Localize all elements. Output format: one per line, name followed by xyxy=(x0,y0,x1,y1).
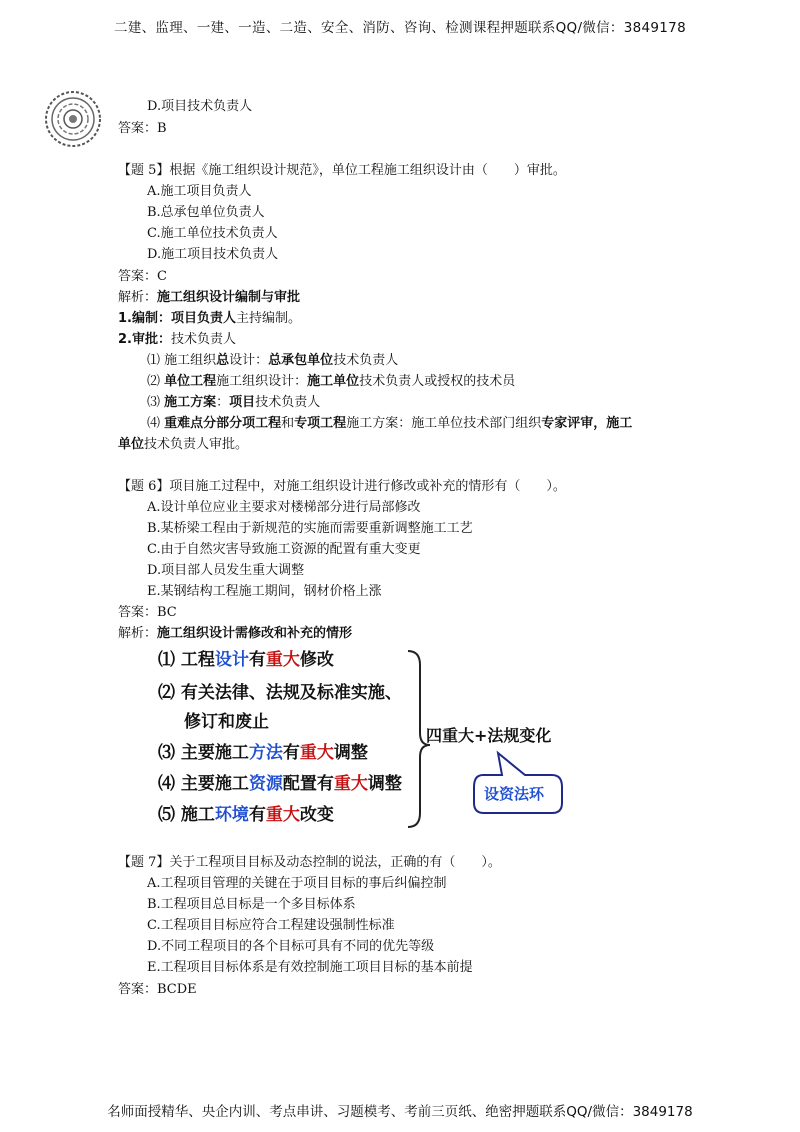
q5-sub-2: ⑵ 单位工程施工组织设计：施工单位技术负责人或授权的技术员 xyxy=(147,374,516,389)
q5-sub-1: ⑴ 施工组织总设计：总承包单位技术负责人 xyxy=(147,353,399,368)
diagram-line-2-cont: 修订和废止 xyxy=(184,712,269,732)
q6-option-d: D.项目部人员发生重大调整 xyxy=(147,563,305,578)
page-footer: 名师面授精华、央企内训、考点串讲、习题模考、考前三页纸、绝密押题联系QQ/微信：3849178 xyxy=(107,1104,693,1120)
diagram-line-3: ⑶ 主要施工方法有重大调整 xyxy=(158,743,368,763)
q5-stem: 【题 5】根据《施工组织设计规范》，单位工程施工组织设计由（ ）审批。 xyxy=(118,163,566,178)
q5-analysis: 解析：施工组织设计编制与审批 xyxy=(118,290,301,305)
q4-option-d: D.项目技术负责人 xyxy=(147,99,253,114)
diagram-line-2: ⑵ 有关法律、法规及标准实施、 xyxy=(158,683,402,703)
q6-analysis: 解析：施工组织设计需修改和补充的情形 xyxy=(118,626,353,641)
q5-option-a: A.施工项目负责人 xyxy=(147,184,252,199)
q4-answer: 答案：B xyxy=(118,121,167,136)
q7-option-c: C.工程项目目标应符合工程建设强制性标准 xyxy=(147,918,395,933)
page-header: 二建、监理、一建、一造、二造、安全、消防、咨询、检测课程押题联系QQ/微信：3849178 xyxy=(114,20,686,36)
q6-option-b: B.某桥梁工程由于新规范的实施而需要重新调整施工工艺 xyxy=(147,521,473,536)
q7-option-b: B.工程项目总目标是一个多目标体系 xyxy=(147,897,356,912)
q5-sub-4: ⑷ 重难点分部分项工程和专项工程施工方案：施工单位技术部门组织专家评审，施工 xyxy=(147,416,633,431)
q6-answer: 答案：BC xyxy=(118,605,177,620)
q5-sub-4-cont: 单位技术负责人审批。 xyxy=(118,437,249,452)
q6-option-e: E.某钢结构工程施工期间，钢材价格上涨 xyxy=(147,584,382,599)
diagram-line-1: ⑴ 工程设计有重大修改 xyxy=(158,650,334,670)
q7-option-e: E.工程项目目标体系是有效控制施工项目目标的基本前提 xyxy=(147,960,473,975)
q5-point-2: 2.审批：技术负责人 xyxy=(118,332,236,347)
speech-bubble-text: 设资法环 xyxy=(484,785,545,803)
diagram-line-4: ⑷ 主要施工资源配置有重大调整 xyxy=(158,774,402,794)
q7-option-a: A.工程项目管理的关键在于项目目标的事后纠偏控制 xyxy=(147,876,447,891)
q7-option-d: D.不同工程项目的各个目标可具有不同的优先等级 xyxy=(147,939,435,954)
q5-option-b: B.总承包单位负责人 xyxy=(147,205,265,220)
diagram-line-5: ⑸ 施工环境有重大改变 xyxy=(158,805,334,825)
q5-point-1: 1.编制：项目负责人主持编制。 xyxy=(118,311,301,326)
q6-option-c: C.由于自然灾害导致施工资源的配置有重大变更 xyxy=(147,542,421,557)
q6-stem: 【题 6】项目施工过程中，对施工组织设计进行修改或补充的情形有（ ）。 xyxy=(118,479,566,494)
revision-summary-diagram xyxy=(150,645,600,835)
diagram-summary: 四重大+法规变化 xyxy=(426,726,552,745)
q6-option-a: A.设计单位应业主要求对楼梯部分进行局部修改 xyxy=(147,500,421,515)
q7-answer: 答案：BCDE xyxy=(118,982,197,997)
q7-stem: 【题 7】关于工程项目目标及动态控制的说法，正确的有（ ）。 xyxy=(118,855,501,870)
q5-answer: 答案：C xyxy=(118,269,167,284)
q5-option-c: C.施工单位技术负责人 xyxy=(147,226,278,241)
logo-emblem-icon xyxy=(44,90,102,148)
q5-sub-3: ⑶ 施工方案：项目技术负责人 xyxy=(147,395,321,410)
q5-option-d: D.施工项目技术负责人 xyxy=(147,247,279,262)
